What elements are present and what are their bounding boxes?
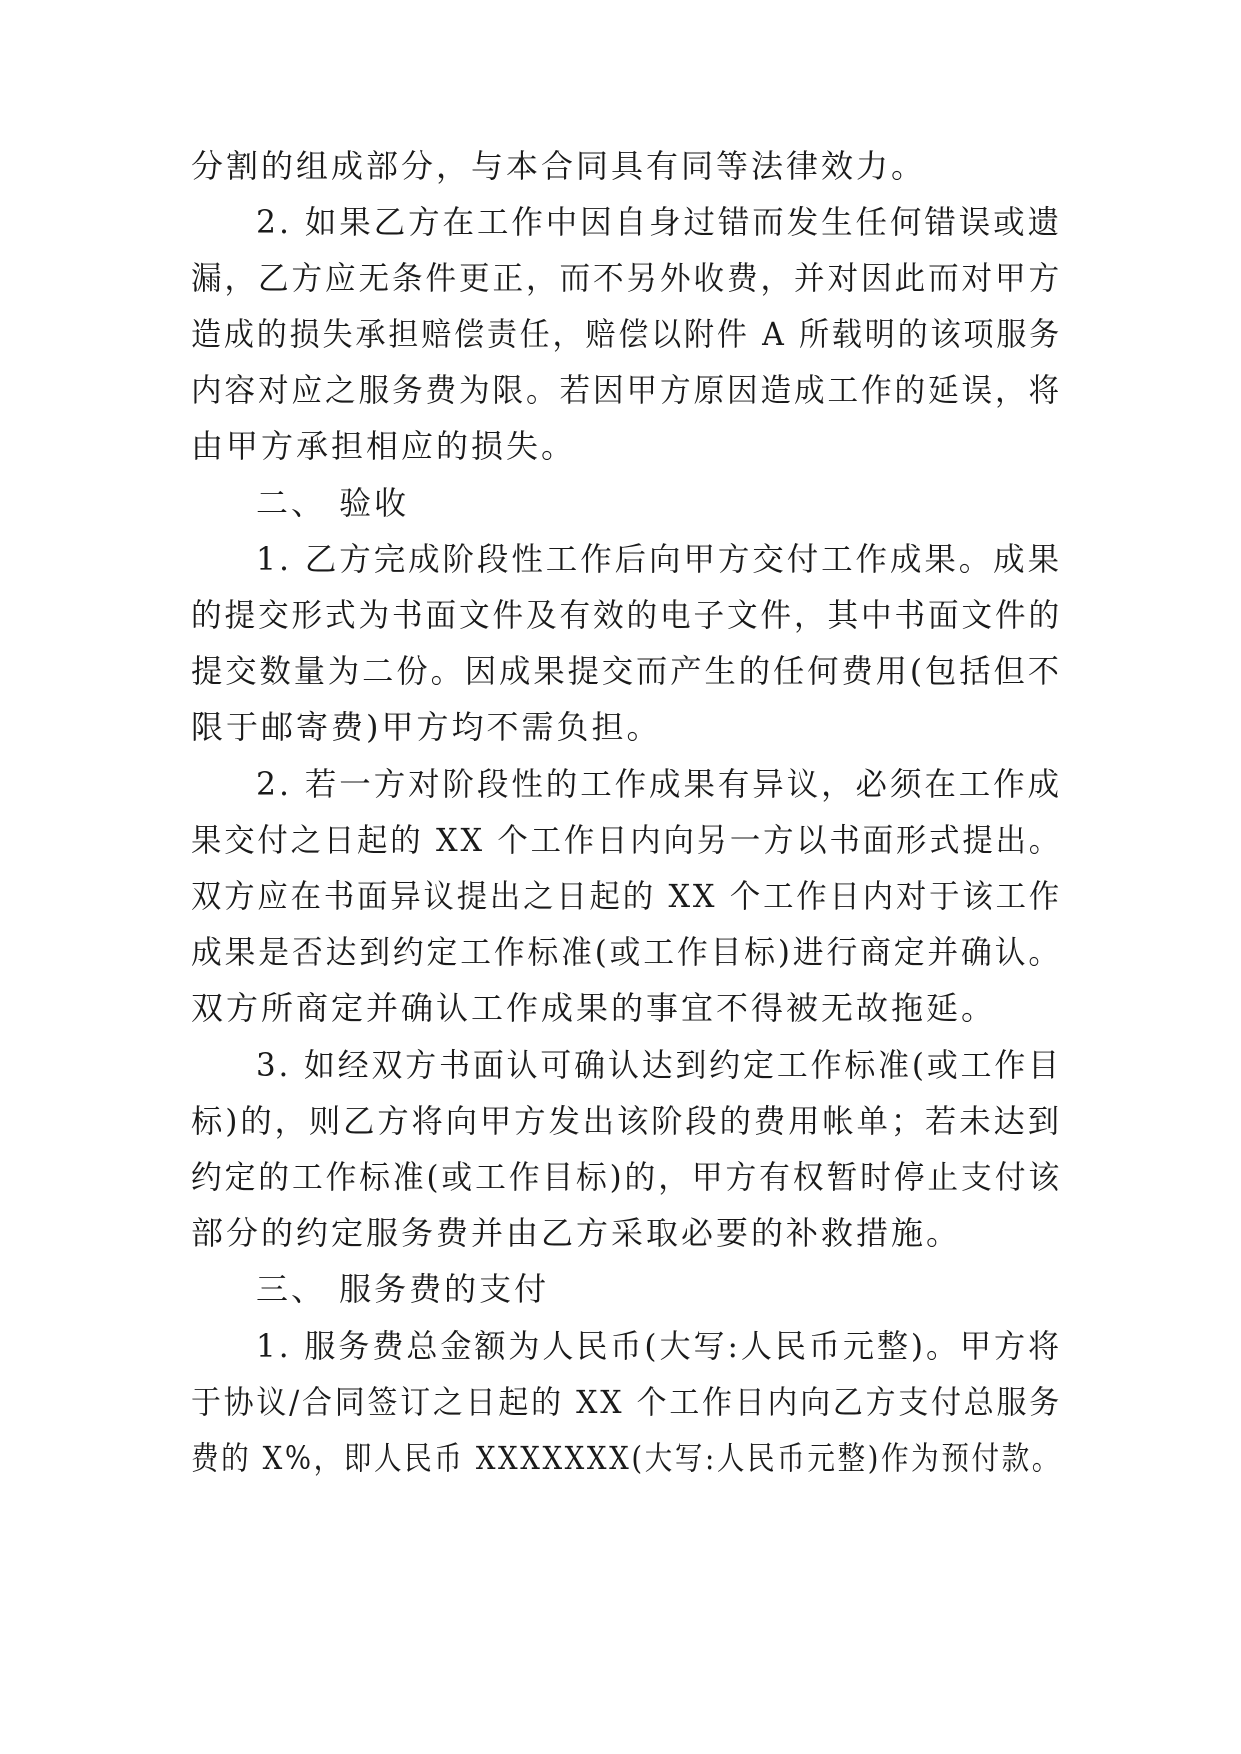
paragraph-line: 双方应在书面异议提出之日起的 XX 个工作日内对于该工作 — [191, 877, 1063, 915]
paragraph-line: 于协议/合同签订之日起的 XX 个工作日内向乙方支付总服务 — [191, 1383, 1062, 1421]
paragraph-line: 部分的约定服务费并由乙方采取必要的补救措施。 — [191, 1214, 962, 1252]
paragraph-line: 的提交形式为书面文件及有效的电子文件，其中书面文件的 — [191, 596, 1062, 634]
paragraph-line: 2. 如果乙方在工作中因自身过错而发生任何错误或遗 — [256, 203, 1063, 241]
paragraph-line: 双方所商定并确认工作成果的事宜不得被无故拖延。 — [191, 989, 997, 1027]
section-heading: 三、 服务费的支付 — [256, 1270, 550, 1308]
paragraph-line: 约定的工作标准(或工作目标)的，甲方有权暂时停止支付该 — [191, 1158, 1063, 1196]
paragraph-line: 限于邮寄费)甲方均不需负担。 — [191, 708, 662, 746]
paragraph-line: 成果是否达到约定工作标准(或工作目标)进行商定并确认。 — [191, 933, 1063, 971]
paragraph-line: 漏，乙方应无条件更正，而不另外收费，并对因此而对甲方 — [191, 259, 1062, 297]
paragraph-line: 1. 服务费总金额为人民币(大写:人民币元整)。甲方将 — [256, 1327, 1062, 1365]
paragraph-line: 1. 乙方完成阶段性工作后向甲方交付工作成果。成果 — [256, 540, 1063, 578]
paragraph-line: 果交付之日起的 XX 个工作日内向另一方以书面形式提出。 — [191, 821, 1063, 859]
section-heading: 二、 验收 — [256, 484, 410, 522]
paragraph-line: 2. 若一方对阶段性的工作成果有异议，必须在工作成 — [256, 765, 1063, 803]
paragraph-line: 费的 X%，即人民币 XXXXXXX(大写:人民币元整)作为预付款。 — [191, 1439, 1062, 1477]
paragraph-line: 内容对应之服务费为限。若因甲方原因造成工作的延误，将 — [191, 371, 1062, 409]
paragraph-line: 由甲方承担相应的损失。 — [191, 427, 577, 465]
paragraph-line: 标)的，则乙方将向甲方发出该阶段的费用帐单；若未达到 — [191, 1102, 1062, 1140]
paragraph-line: 提交数量为二份。因成果提交而产生的任何费用(包括但不 — [191, 652, 1062, 690]
paragraph-line: 3. 如经双方书面认可确认达到约定工作标准(或工作目 — [256, 1046, 1062, 1084]
paragraph-line: 造成的损失承担赔偿责任，赔偿以附件 A 所载明的该项服务 — [191, 315, 1062, 353]
paragraph-line: 分割的组成部分，与本合同具有同等法律效力。 — [191, 147, 927, 185]
